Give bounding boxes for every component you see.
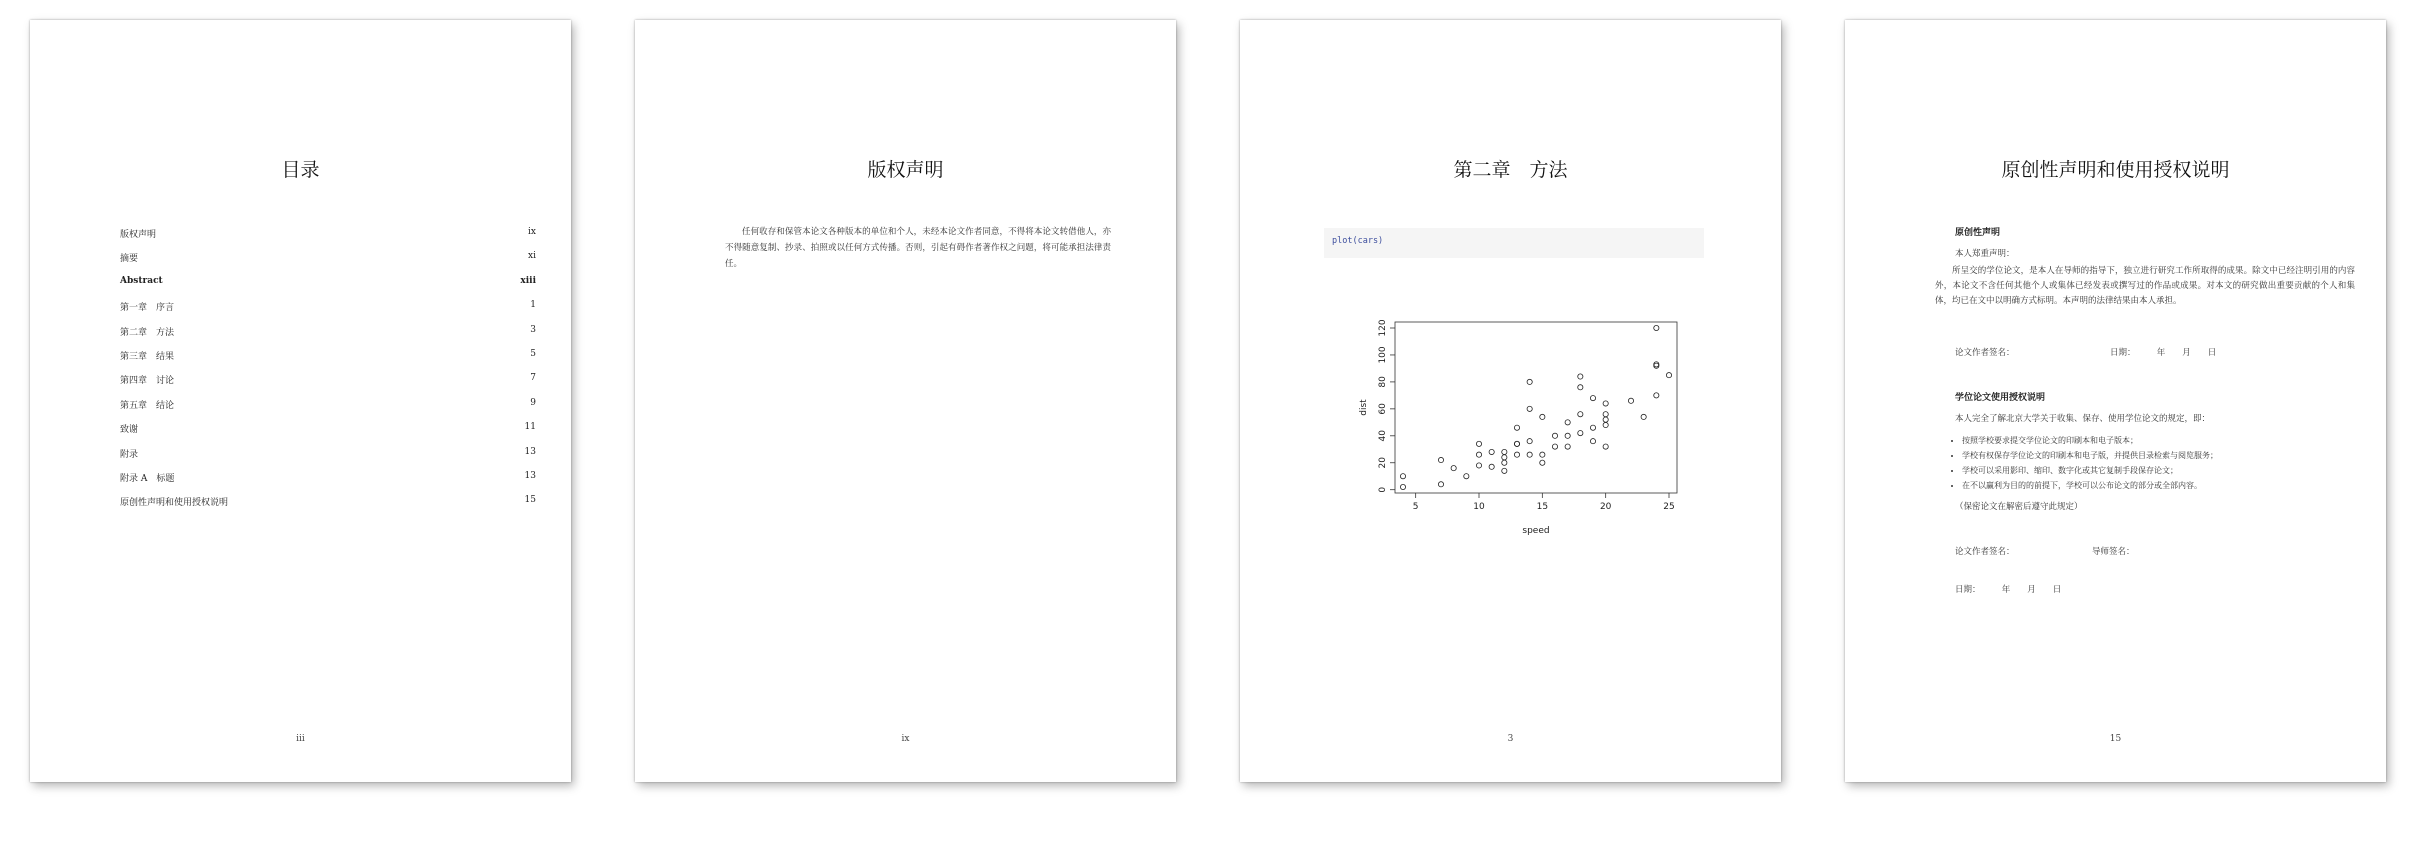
toc-entry-page: 7 [530, 373, 536, 384]
toc-entry-label: 摘要 [120, 254, 139, 265]
code-block [1324, 228, 1704, 258]
date-label: 日期： 年 月 日 [1955, 585, 2062, 595]
data-point [1578, 385, 1583, 390]
data-point [1565, 433, 1570, 438]
toc-entry-page: xiii [520, 275, 536, 286]
data-point [1603, 422, 1608, 427]
page-number: 15 [2109, 734, 2122, 744]
toc-entry-page: xi [528, 251, 536, 262]
toc-entry-label: 原创性声明和使用授权说明 [120, 498, 229, 509]
data-point [1438, 482, 1443, 487]
data-point [1502, 455, 1507, 460]
toc-entry-label: 附录 A 标题 [120, 473, 175, 484]
date-label: 日期： 年 月 日 [2110, 348, 2217, 358]
y-tick-label: 100 [1378, 346, 1388, 364]
author-signature-label: 论文作者签名： [1955, 348, 2015, 358]
toc-entry[interactable] [120, 325, 536, 349]
toc-entry-label: Abstract [120, 275, 163, 286]
data-point [1565, 444, 1570, 449]
data-point [1502, 468, 1507, 473]
toc-entry-label: 附录 [120, 449, 139, 460]
author-signature-label: 论文作者签名： [1955, 547, 2015, 557]
toc-entry[interactable] [120, 398, 536, 422]
list-item: • 在不以赢利为目的的前提下，学校可以公布论文的部分或全部内容。 [1962, 478, 2218, 493]
x-tick-label: 15 [1536, 502, 1549, 512]
toc-entry-label: 第四章 讨论 [120, 376, 175, 387]
data-point [1540, 414, 1545, 419]
data-point [1451, 466, 1456, 471]
data-point [1502, 460, 1507, 465]
toc-entry-page: 1 [530, 300, 536, 311]
data-point [1527, 406, 1532, 411]
data-point [1654, 325, 1659, 330]
data-point [1552, 433, 1557, 438]
data-point [1565, 420, 1570, 425]
data-point [1476, 441, 1481, 446]
plot-axes [1378, 319, 1677, 512]
toc-entry-page: 13 [524, 446, 536, 457]
data-point [1603, 412, 1608, 417]
toc-entry-page: 13 [524, 470, 536, 481]
toc-entry[interactable] [120, 227, 536, 251]
section-heading-authorization: 学位论文使用授权说明 [1955, 393, 2046, 403]
toc-entry-page: 9 [530, 397, 536, 408]
data-point [1489, 449, 1494, 454]
page-copyright [635, 20, 1176, 782]
plot-frame [1395, 322, 1677, 493]
data-point [1590, 439, 1595, 444]
data-point [1641, 414, 1646, 419]
data-point [1603, 401, 1608, 406]
data-point [1666, 373, 1671, 378]
page-title: 版权声明 [867, 159, 944, 181]
toc-entry-label: 致谢 [120, 425, 139, 436]
advisor-signature-label: 导师签名： [2092, 547, 2135, 557]
list-item: • 学校可以采用影印、缩印、数字化或其它复制手段保存论文； [1962, 463, 2218, 478]
page-title: 原创性声明和使用授权说明 [2001, 159, 2230, 181]
toc-entry[interactable] [120, 447, 536, 471]
data-point [1400, 484, 1405, 489]
scatter-plot [1350, 310, 1700, 550]
data-point [1603, 417, 1608, 422]
data-point [1514, 425, 1519, 430]
authorization-intro: 本人完全了解北京大学关于收集、保存、使用学位论文的规定，即： [1955, 414, 2211, 424]
data-point [1527, 379, 1532, 384]
code-line: plot(cars) [1332, 236, 1384, 246]
confidential-note: （保密论文在解密后遵守此规定） [1955, 502, 2083, 512]
data-point [1527, 452, 1532, 457]
x-tick-label: 5 [1412, 502, 1419, 512]
page-toc [30, 20, 571, 782]
originality-intro: 本人郑重声明： [1955, 249, 2015, 259]
toc-entry[interactable] [120, 373, 536, 397]
data-point [1464, 474, 1469, 479]
data-point [1590, 425, 1595, 430]
page-chapter-2 [1240, 20, 1781, 782]
page-number: 3 [1507, 734, 1514, 744]
toc-entry-label: 版权声明 [120, 230, 157, 240]
toc-entry[interactable] [120, 276, 536, 300]
toc-list [120, 227, 536, 520]
data-point [1590, 395, 1595, 400]
data-point [1476, 452, 1481, 457]
x-tick-label: 20 [1599, 502, 1612, 512]
y-axis-label: dist [1359, 399, 1369, 416]
page-declaration [1845, 20, 2386, 782]
data-point [1438, 457, 1443, 462]
data-point [1489, 464, 1494, 469]
data-point [1628, 398, 1633, 403]
toc-entry-label: 第一章 序言 [120, 303, 175, 314]
toc-entry-page: 3 [530, 324, 536, 335]
data-point [1476, 463, 1481, 468]
originality-body: 所呈交的学位论文，是本人在导师的指导下，独立进行研究工作所取得的成果。除文中已经注明引用的内容外，本论文不含任何其他个人或集体已经发表或撰写过的作品或成果。对本文的研究做出重要贡献的个人和集体，均已在文中以明确方式标明。本声明的法律结果由本人承担。 [1935, 266, 2355, 306]
y-tick-label: 20 [1378, 457, 1388, 469]
data-point [1514, 441, 1519, 446]
toc-entry-page: 11 [524, 422, 536, 433]
data-point [1400, 474, 1405, 479]
data-point [1578, 431, 1583, 436]
page-number: iii [296, 734, 305, 744]
toc-entry-page: 15 [524, 495, 536, 506]
x-tick-label: 10 [1473, 502, 1485, 512]
plot-points [1400, 325, 1671, 489]
toc-entry[interactable] [120, 349, 536, 373]
list-item: • 按照学校要求提交学位论文的印刷本和电子版本； [1962, 433, 2218, 448]
authorization-list [1950, 433, 2218, 493]
data-point [1654, 393, 1659, 398]
data-point [1603, 444, 1608, 449]
toc-entry[interactable] [120, 251, 536, 275]
toc-entry-label: 第三章 结果 [120, 351, 175, 362]
toc-entry[interactable] [120, 471, 536, 495]
data-point [1552, 444, 1557, 449]
x-tick-label: 25 [1663, 502, 1675, 512]
toc-entry-label: 第五章 结论 [120, 400, 175, 411]
data-point [1514, 452, 1519, 457]
section-heading-originality: 原创性声明 [1955, 228, 2001, 238]
y-tick-label: 60 [1378, 403, 1388, 415]
copyright-body: 任何收存和保管本论文各种版本的单位和个人，未经本论文作者同意，不得将本论文转借他人，亦不得随意复制、抄录、拍照或以任何方式传播。否则，引起有碍作者著作权之问题，将可能承担法律责任。 [725, 227, 1111, 269]
toc-entry[interactable] [120, 300, 536, 324]
data-point [1540, 460, 1545, 465]
page-title: 第二章 方法 [1453, 159, 1568, 181]
data-point [1502, 449, 1507, 454]
data-point [1578, 374, 1583, 379]
toc-entry-label: 第二章 方法 [120, 327, 175, 338]
data-point [1578, 412, 1583, 417]
x-axis-label: speed [1522, 526, 1550, 536]
toc-entry-page: 5 [530, 348, 536, 359]
list-item: • 学校有权保存学位论文的印刷本和电子版，并提供目录检索与阅览服务； [1962, 448, 2218, 463]
toc-entry[interactable] [120, 495, 536, 519]
data-point [1527, 439, 1532, 444]
page-number: ix [901, 734, 910, 744]
y-tick-label: 80 [1378, 376, 1388, 388]
y-tick-label: 40 [1378, 430, 1388, 442]
toc-entry[interactable] [120, 422, 536, 446]
y-tick-label: 0 [1378, 486, 1388, 493]
y-tick-label: 120 [1378, 319, 1388, 337]
toc-entry-page: ix [528, 227, 536, 237]
data-point [1540, 452, 1545, 457]
page-title: 目录 [281, 159, 320, 181]
